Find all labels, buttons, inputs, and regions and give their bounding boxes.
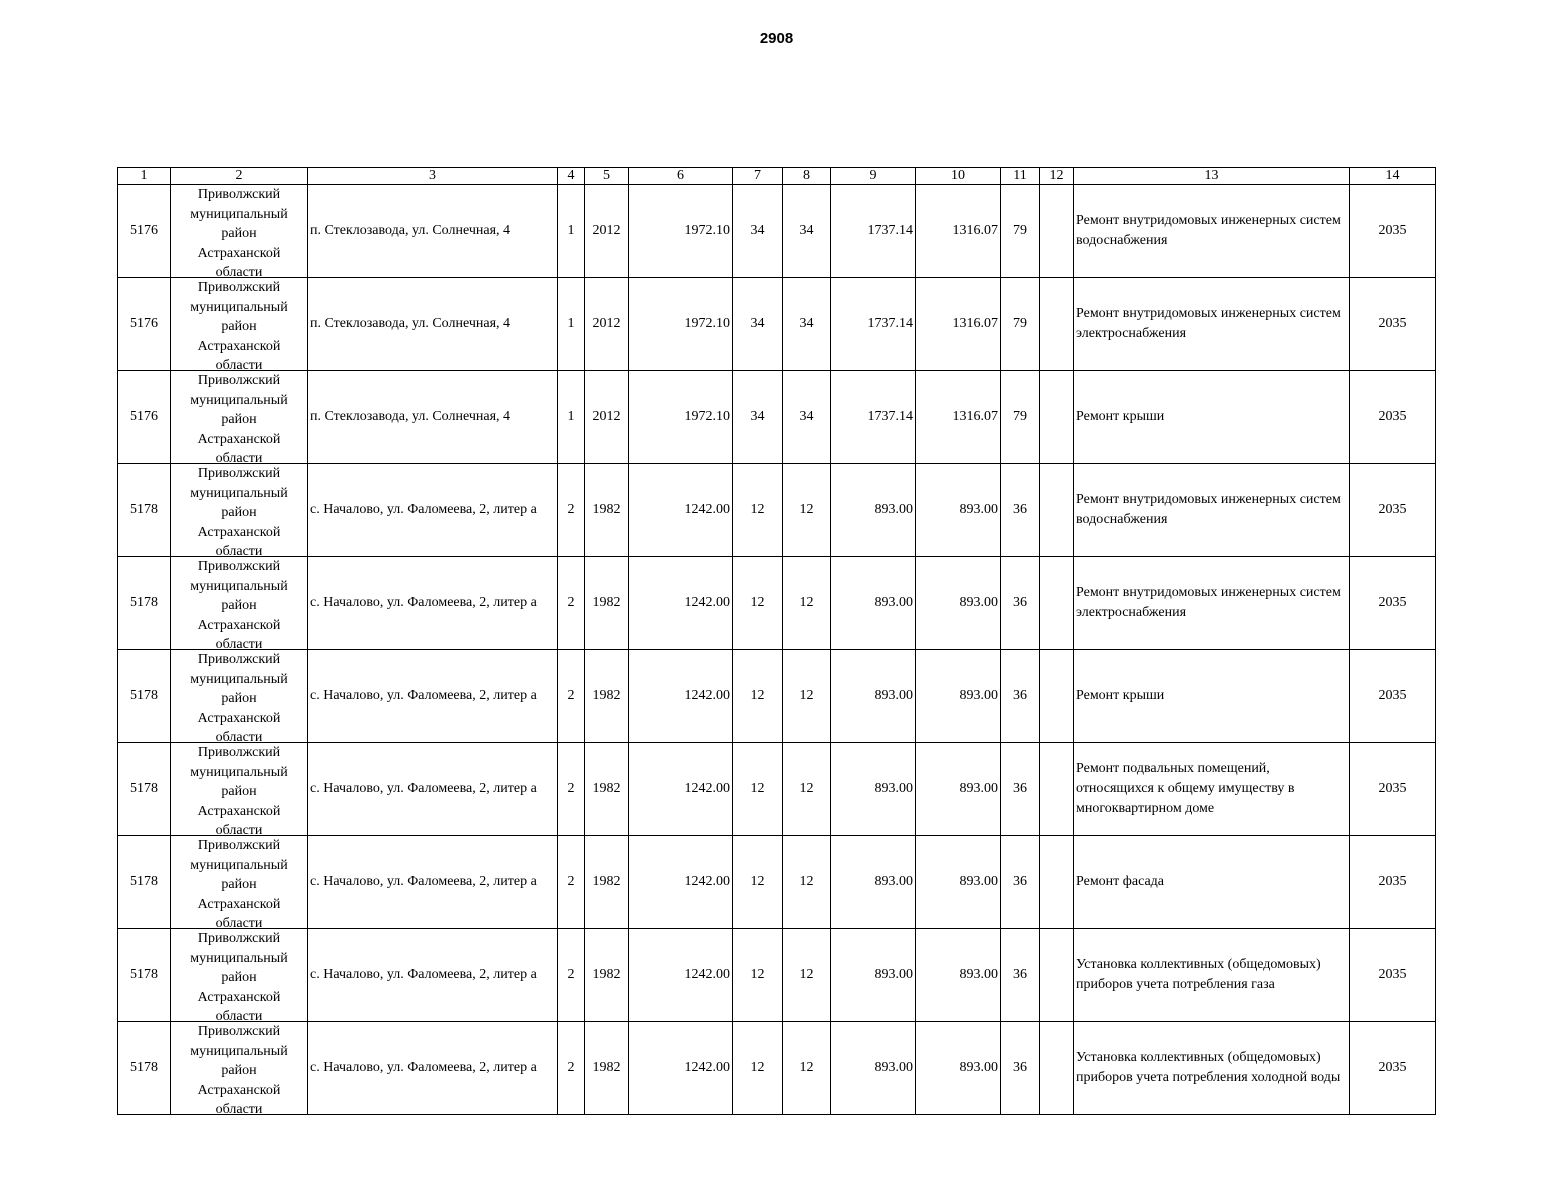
col-9-cell: 1737.14 (831, 371, 916, 464)
col-7-cell: 12 (733, 464, 783, 557)
district-cell (171, 278, 308, 371)
col-7-cell: 34 (733, 371, 783, 464)
col-11-cell: 36 (1001, 557, 1040, 650)
work-type-cell: Ремонт внутридомовых инженерных систем водоснабжения (1074, 185, 1350, 278)
year-built-cell: 1982 (585, 464, 629, 557)
col-7-cell: 12 (733, 557, 783, 650)
col-12-cell (1040, 278, 1074, 371)
district-line: муниципальный (190, 299, 288, 315)
col-8-cell: 12 (783, 557, 831, 650)
district-cell (171, 185, 308, 278)
district-lines (173, 929, 305, 1021)
district-line: Астраханской (197, 989, 281, 1005)
table-row (118, 929, 1436, 1022)
col-8-cell: 12 (783, 929, 831, 1022)
column-header-4: 4 (558, 168, 585, 185)
address-cell: п. Стеклозавода, ул. Солнечная, 4 (308, 371, 558, 464)
table-row (118, 557, 1436, 650)
year-built-cell: 1982 (585, 557, 629, 650)
district-line: район (221, 691, 257, 707)
column-header-1: 1 (118, 168, 171, 185)
column-header-9: 9 (831, 168, 916, 185)
district-cell (171, 1022, 308, 1115)
district-line: муниципальный (190, 392, 288, 408)
table-row (118, 464, 1436, 557)
col-6-cell: 1972.10 (629, 185, 733, 278)
district-line: муниципальный (190, 206, 288, 222)
table-row (118, 278, 1436, 371)
record-number: 5178 (118, 1022, 171, 1115)
district-line: Астраханской (197, 338, 281, 354)
address-cell: с. Началово, ул. Фаломеева, 2, литер а (308, 650, 558, 743)
address-cell: с. Началово, ул. Фаломеева, 2, литер а (308, 929, 558, 1022)
col-12-cell (1040, 929, 1074, 1022)
district-line: район (221, 226, 257, 242)
col-11-cell: 79 (1001, 185, 1040, 278)
record-number: 5176 (118, 185, 171, 278)
table-row (118, 371, 1436, 464)
col-8-cell: 12 (783, 743, 831, 836)
planned-year-cell: 2035 (1350, 464, 1436, 557)
district-lines (173, 650, 305, 742)
district-cell (171, 929, 308, 1022)
district-line: области (215, 544, 263, 556)
table-body (118, 185, 1436, 1115)
district-line: район (221, 970, 257, 986)
col-4-cell: 2 (558, 743, 585, 836)
district-line: области (215, 1009, 263, 1021)
col-8-cell: 12 (783, 836, 831, 929)
district-line: Астраханской (197, 896, 281, 912)
record-number: 5178 (118, 557, 171, 650)
planned-year-cell: 2035 (1350, 185, 1436, 278)
col-7-cell: 12 (733, 929, 783, 1022)
address-cell: с. Началово, ул. Фаломеева, 2, литер а (308, 557, 558, 650)
col-7-cell: 12 (733, 743, 783, 836)
col-11-cell: 36 (1001, 464, 1040, 557)
column-header-14: 14 (1350, 168, 1436, 185)
year-built-cell: 2012 (585, 371, 629, 464)
work-type-cell: Ремонт внутридомовых инженерных систем электроснабжения (1074, 278, 1350, 371)
district-line: Приволжский (197, 745, 281, 760)
district-line: области (215, 1102, 263, 1114)
district-line: Астраханской (197, 431, 281, 447)
district-line: муниципальный (190, 671, 288, 687)
col-12-cell (1040, 185, 1074, 278)
year-built-cell: 1982 (585, 650, 629, 743)
col-7-cell: 12 (733, 650, 783, 743)
col-4-cell: 1 (558, 371, 585, 464)
address-cell: с. Началово, ул. Фаломеева, 2, литер а (308, 1022, 558, 1115)
district-lines (173, 185, 305, 277)
col-8-cell: 34 (783, 278, 831, 371)
column-header-2: 2 (171, 168, 308, 185)
district-line: области (215, 823, 263, 835)
planned-year-cell: 2035 (1350, 836, 1436, 929)
col-8-cell: 12 (783, 650, 831, 743)
col-8-cell: 12 (783, 464, 831, 557)
work-type-cell: Установка коллективных (общедомовых) приборов учета потребления холодной воды (1074, 1022, 1350, 1115)
district-line: муниципальный (190, 1043, 288, 1059)
district-cell (171, 836, 308, 929)
col-6-cell: 1242.00 (629, 557, 733, 650)
work-type-cell: Ремонт внутридомовых инженерных систем электроснабжения (1074, 557, 1350, 650)
column-header-6: 6 (629, 168, 733, 185)
year-built-cell: 1982 (585, 743, 629, 836)
planned-year-cell: 2035 (1350, 557, 1436, 650)
district-line: район (221, 1063, 257, 1079)
col-7-cell: 34 (733, 278, 783, 371)
district-cell (171, 650, 308, 743)
col-6-cell: 1242.00 (629, 743, 733, 836)
planned-year-cell: 2035 (1350, 371, 1436, 464)
district-line: области (215, 730, 263, 742)
district-line: области (215, 451, 263, 463)
col-6-cell: 1242.00 (629, 650, 733, 743)
col-4-cell: 2 (558, 836, 585, 929)
planned-year-cell: 2035 (1350, 1022, 1436, 1115)
address-cell: с. Началово, ул. Фаломеева, 2, литер а (308, 836, 558, 929)
address-cell: с. Началово, ул. Фаломеева, 2, литер а (308, 743, 558, 836)
col-7-cell: 12 (733, 1022, 783, 1115)
col-4-cell: 2 (558, 650, 585, 743)
work-type-cell: Установка коллективных (общедомовых) приборов учета потребления газа (1074, 929, 1350, 1022)
table-row (118, 185, 1436, 278)
column-header-11: 11 (1001, 168, 1040, 185)
record-number: 5178 (118, 929, 171, 1022)
col-11-cell: 36 (1001, 1022, 1040, 1115)
address-cell: с. Началово, ул. Фаломеева, 2, литер а (308, 464, 558, 557)
col-6-cell: 1242.00 (629, 464, 733, 557)
col-11-cell: 36 (1001, 743, 1040, 836)
district-line: области (215, 265, 263, 277)
district-line: район (221, 784, 257, 800)
district-line: Приволжский (197, 559, 281, 574)
col-10-cell: 1316.07 (916, 185, 1001, 278)
col-9-cell: 1737.14 (831, 278, 916, 371)
col-9-cell: 893.00 (831, 464, 916, 557)
col-4-cell: 2 (558, 1022, 585, 1115)
col-12-cell (1040, 1022, 1074, 1115)
district-cell (171, 557, 308, 650)
col-12-cell (1040, 371, 1074, 464)
district-line: Астраханской (197, 803, 281, 819)
col-11-cell: 36 (1001, 836, 1040, 929)
table-row (118, 650, 1436, 743)
column-header-13: 13 (1074, 168, 1350, 185)
year-built-cell: 2012 (585, 185, 629, 278)
col-9-cell: 893.00 (831, 836, 916, 929)
work-type-cell: Ремонт подвальных помещений, относящихся к общему имуществу в многоквартирном доме (1074, 743, 1350, 836)
district-line: муниципальный (190, 485, 288, 501)
col-10-cell: 893.00 (916, 557, 1001, 650)
district-line: район (221, 319, 257, 335)
district-lines (173, 371, 305, 463)
district-line: Астраханской (197, 245, 281, 261)
district-line: Астраханской (197, 617, 281, 633)
record-number: 5178 (118, 464, 171, 557)
district-line: муниципальный (190, 764, 288, 780)
district-line: Астраханской (197, 1082, 281, 1098)
col-11-cell: 79 (1001, 371, 1040, 464)
work-type-cell: Ремонт крыши (1074, 650, 1350, 743)
col-11-cell: 79 (1001, 278, 1040, 371)
district-lines (173, 464, 305, 556)
col-4-cell: 2 (558, 929, 585, 1022)
district-line: муниципальный (190, 578, 288, 594)
column-header-8: 8 (783, 168, 831, 185)
col-7-cell: 34 (733, 185, 783, 278)
col-4-cell: 1 (558, 278, 585, 371)
planned-year-cell: 2035 (1350, 650, 1436, 743)
work-type-cell: Ремонт крыши (1074, 371, 1350, 464)
district-cell (171, 371, 308, 464)
col-10-cell: 1316.07 (916, 278, 1001, 371)
col-10-cell: 1316.07 (916, 371, 1001, 464)
col-6-cell: 1242.00 (629, 836, 733, 929)
district-line: район (221, 412, 257, 428)
district-line: области (215, 916, 263, 928)
col-4-cell: 1 (558, 185, 585, 278)
district-line: район (221, 877, 257, 893)
planned-year-cell: 2035 (1350, 743, 1436, 836)
col-10-cell: 893.00 (916, 464, 1001, 557)
column-header-3: 3 (308, 168, 558, 185)
district-lines (173, 743, 305, 835)
district-line: муниципальный (190, 857, 288, 873)
planned-year-cell: 2035 (1350, 929, 1436, 1022)
record-number: 5178 (118, 743, 171, 836)
year-built-cell: 2012 (585, 278, 629, 371)
col-10-cell: 893.00 (916, 929, 1001, 1022)
district-line: Приволжский (197, 931, 281, 946)
col-9-cell: 893.00 (831, 557, 916, 650)
col-8-cell: 34 (783, 371, 831, 464)
district-line: Приволжский (197, 652, 281, 667)
district-cell (171, 464, 308, 557)
col-12-cell (1040, 743, 1074, 836)
address-cell: п. Стеклозавода, ул. Солнечная, 4 (308, 278, 558, 371)
col-12-cell (1040, 557, 1074, 650)
col-9-cell: 893.00 (831, 743, 916, 836)
district-lines (173, 836, 305, 928)
district-line: район (221, 598, 257, 614)
district-line: области (215, 637, 263, 649)
district-line: Приволжский (197, 838, 281, 853)
district-lines (173, 278, 305, 370)
table-row (118, 836, 1436, 929)
district-line: Приволжский (197, 280, 281, 295)
district-line: муниципальный (190, 950, 288, 966)
table-row (118, 1022, 1436, 1115)
col-8-cell: 12 (783, 1022, 831, 1115)
record-number: 5178 (118, 650, 171, 743)
district-line: Приволжский (197, 1024, 281, 1039)
col-9-cell: 893.00 (831, 1022, 916, 1115)
col-8-cell: 34 (783, 185, 831, 278)
col-6-cell: 1972.10 (629, 371, 733, 464)
district-lines (173, 557, 305, 649)
col-10-cell: 893.00 (916, 836, 1001, 929)
column-header-10: 10 (916, 168, 1001, 185)
col-9-cell: 893.00 (831, 650, 916, 743)
work-type-cell: Ремонт фасада (1074, 836, 1350, 929)
column-header-5: 5 (585, 168, 629, 185)
column-header-7: 7 (733, 168, 783, 185)
col-10-cell: 893.00 (916, 1022, 1001, 1115)
district-line: Астраханской (197, 524, 281, 540)
district-line: Астраханской (197, 710, 281, 726)
col-10-cell: 893.00 (916, 743, 1001, 836)
col-6-cell: 1242.00 (629, 929, 733, 1022)
district-line: области (215, 358, 263, 370)
col-9-cell: 1737.14 (831, 185, 916, 278)
col-7-cell: 12 (733, 836, 783, 929)
col-4-cell: 2 (558, 464, 585, 557)
record-number: 5176 (118, 371, 171, 464)
col-12-cell (1040, 650, 1074, 743)
column-header-12: 12 (1040, 168, 1074, 185)
col-9-cell: 893.00 (831, 929, 916, 1022)
district-line: Приволжский (197, 187, 281, 202)
col-11-cell: 36 (1001, 929, 1040, 1022)
year-built-cell: 1982 (585, 836, 629, 929)
year-built-cell: 1982 (585, 929, 629, 1022)
planned-year-cell: 2035 (1350, 278, 1436, 371)
col-10-cell: 893.00 (916, 650, 1001, 743)
district-cell (171, 743, 308, 836)
page-number: 2908 (759, 30, 794, 47)
record-number: 5176 (118, 278, 171, 371)
district-lines (173, 1022, 305, 1114)
col-11-cell: 36 (1001, 650, 1040, 743)
header-row (118, 168, 1436, 185)
address-cell: п. Стеклозавода, ул. Солнечная, 4 (308, 185, 558, 278)
col-4-cell: 2 (558, 557, 585, 650)
year-built-cell: 1982 (585, 1022, 629, 1115)
col-6-cell: 1972.10 (629, 278, 733, 371)
district-line: Приволжский (197, 466, 281, 481)
district-line: район (221, 505, 257, 521)
col-12-cell (1040, 836, 1074, 929)
work-type-cell: Ремонт внутридомовых инженерных систем водоснабжения (1074, 464, 1350, 557)
registry-table (117, 167, 1436, 1115)
district-line: Приволжский (197, 373, 281, 388)
table-row (118, 743, 1436, 836)
col-6-cell: 1242.00 (629, 1022, 733, 1115)
col-12-cell (1040, 464, 1074, 557)
record-number: 5178 (118, 836, 171, 929)
